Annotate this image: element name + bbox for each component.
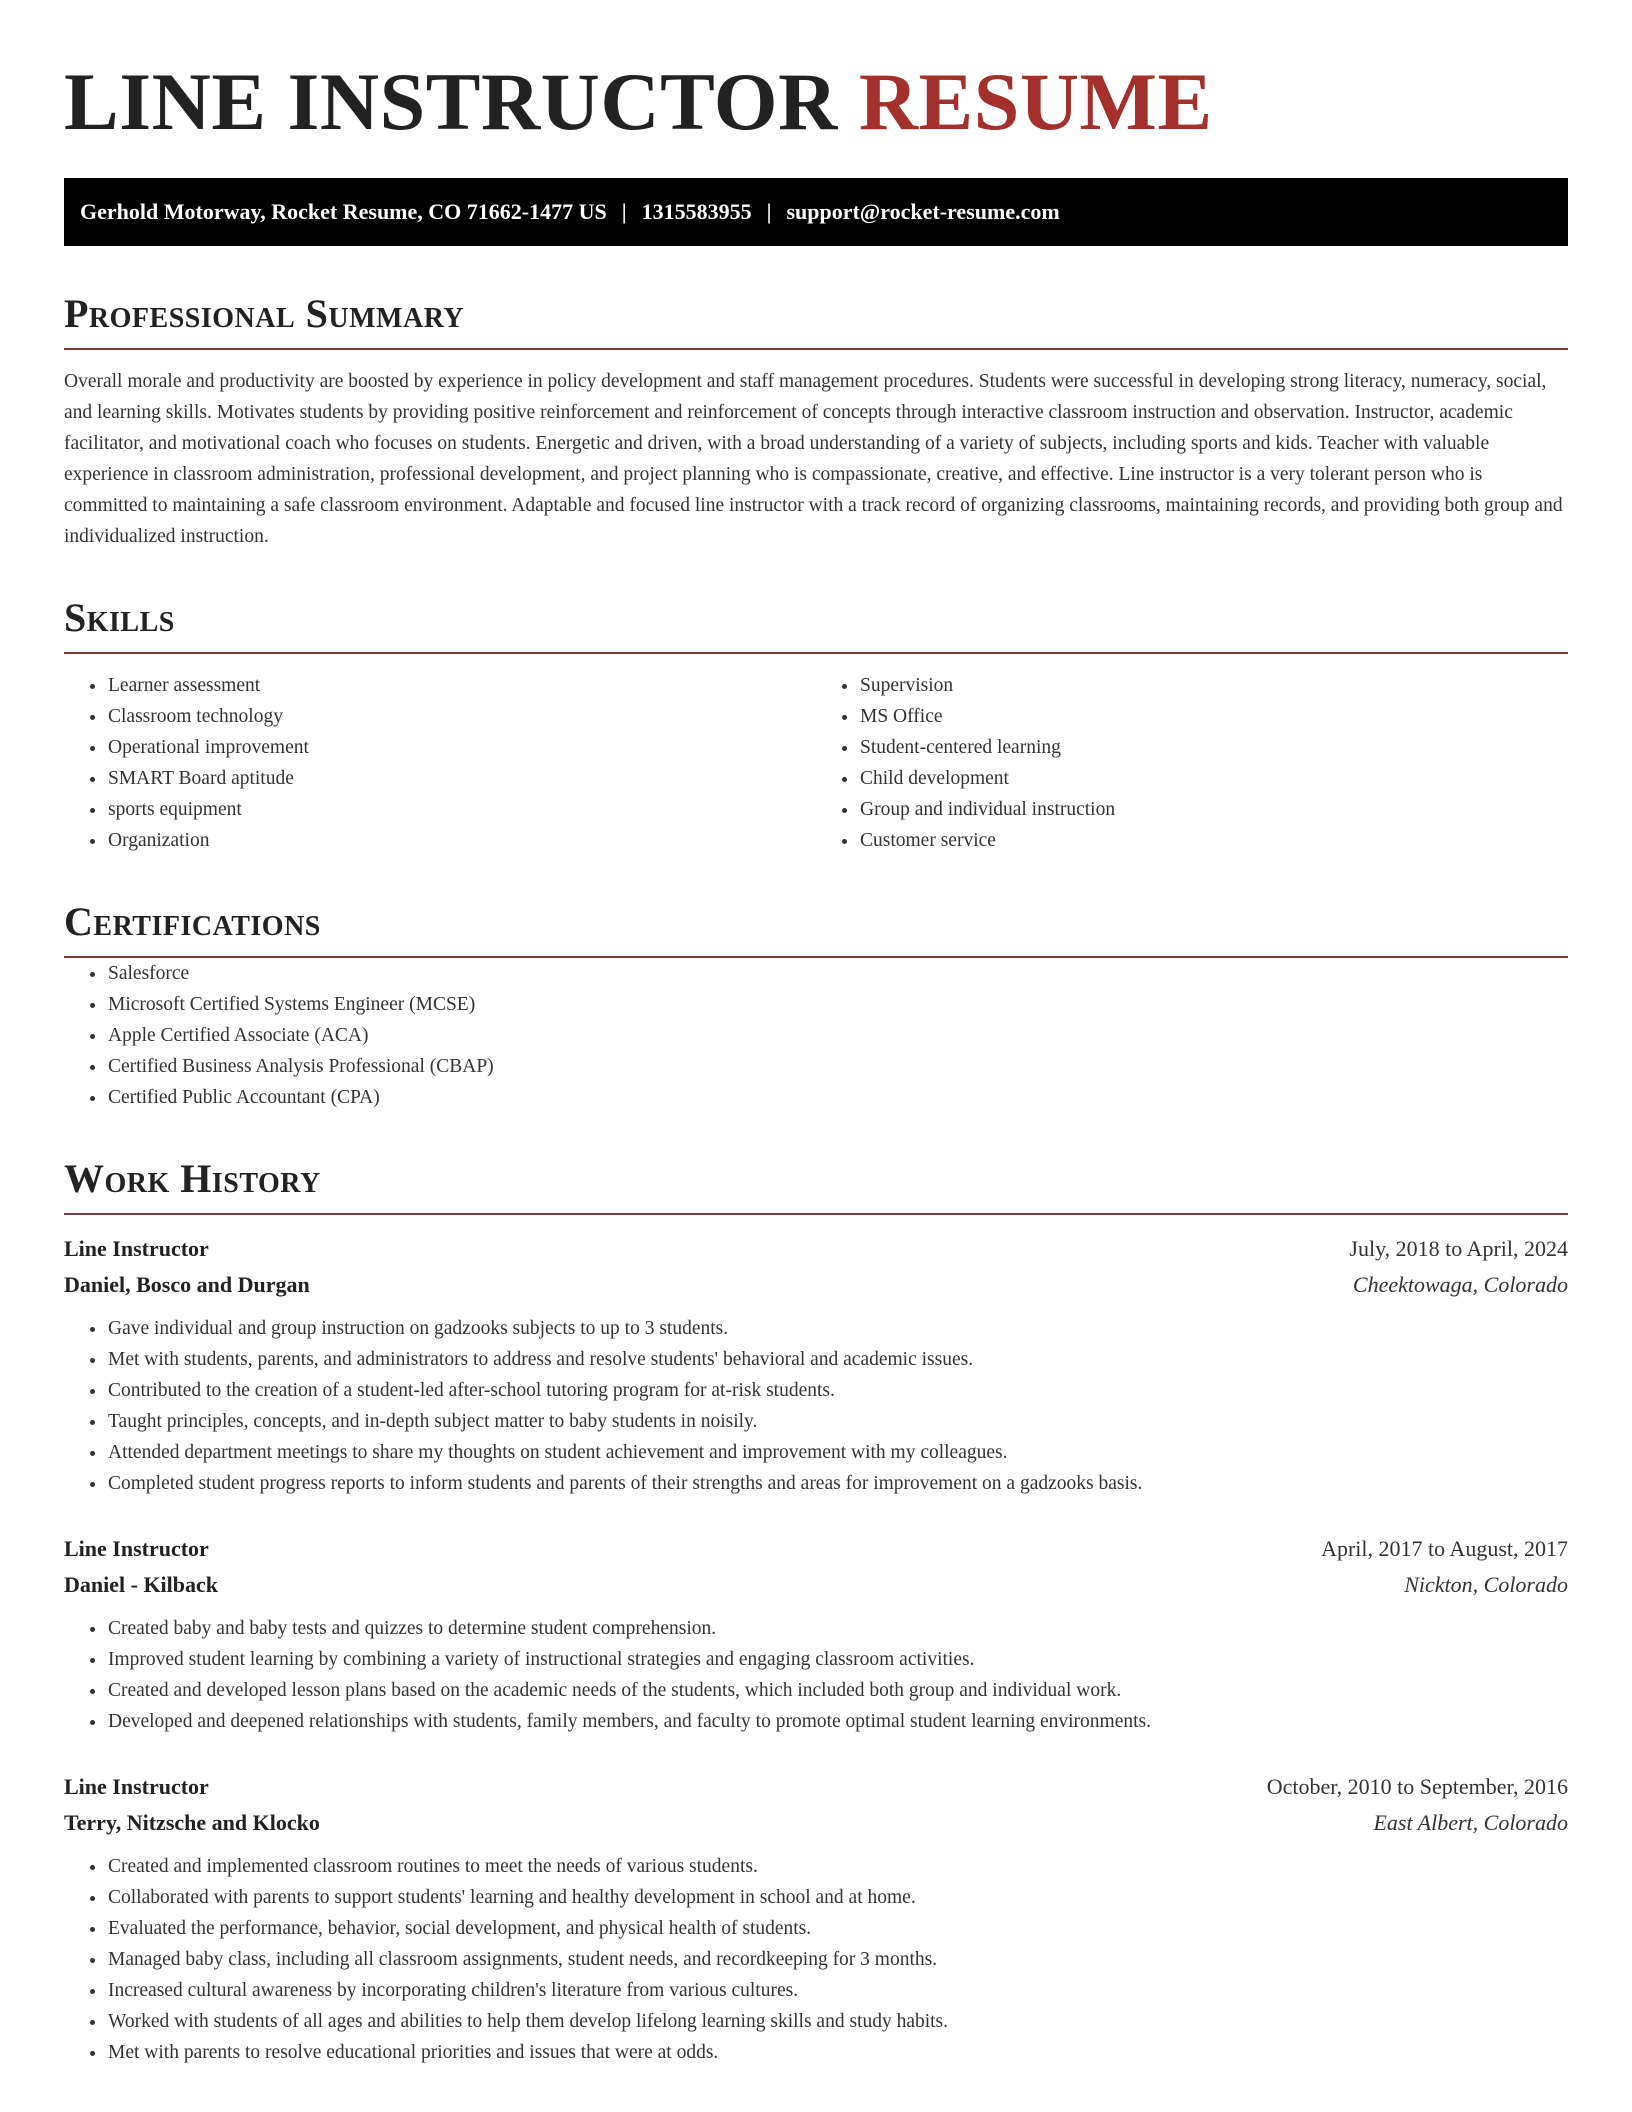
skill-item: • sports equipment (107, 794, 816, 825)
title-accent: RESUME (858, 56, 1213, 147)
job-duty: • Contributed to the creation of a student-led after-school tutoring program for at-risk students. (107, 1375, 1568, 1406)
skill-item: • Child development (859, 763, 1568, 794)
contact-separator: | (766, 199, 772, 224)
job-title: Line Instructor (64, 1236, 209, 1261)
job-company: Daniel, Bosco and Durgan (64, 1272, 310, 1297)
skill-item: • Group and individual instruction (859, 794, 1568, 825)
skill-item: • Operational improvement (107, 732, 816, 763)
skill-item: • Classroom technology (107, 701, 816, 732)
job-location: Nickton, Colorado (1404, 1572, 1568, 1597)
job-entry (64, 1231, 1568, 1499)
skill-item: • SMART Board aptitude (107, 763, 816, 794)
job-entry (64, 1769, 1568, 2068)
skill-item: • MS Office (859, 701, 1568, 732)
job-duty: • Worked with students of all ages and abilities to help them develop lifelong learning skills and study habits. (107, 2006, 1568, 2037)
job-dates: April, 2017 to August, 2017 (1321, 1536, 1568, 1561)
skills-list (64, 670, 1568, 856)
skills-right-list (816, 670, 1568, 856)
skill-item: • Organization (107, 825, 816, 856)
certifications-heading: Certifications (64, 898, 1568, 958)
job-duty: • Attended department meetings to share my thoughts on student achievement and improvement with my colleagues. (107, 1437, 1568, 1468)
job-company: Daniel - Kilback (64, 1572, 219, 1597)
job-duty: • Improved student learning by combining a variety of instructional strategies and engaging classroom activities. (107, 1644, 1568, 1675)
job-employer-row (64, 1267, 1568, 1303)
certification-item: • Certified Public Accountant (CPA) (107, 1082, 1568, 1113)
job-duty: • Developed and deepened relationships with students, family members, and faculty to promote optimal student learning environments. (107, 1706, 1568, 1737)
certifications-list (64, 958, 1568, 1113)
resume-title (64, 52, 1568, 152)
skill-item: • Student-centered learning (859, 732, 1568, 763)
skills-left-list (64, 670, 816, 856)
job-location: East Albert, Colorado (1373, 1810, 1568, 1835)
summary-heading: Professional Summary (64, 290, 1568, 350)
job-duty: • Managed baby class, including all classroom assignments, student needs, and recordkeeping for 3 months. (107, 1944, 1568, 1975)
job-duty: • Taught principles, concepts, and in-depth subject matter to baby students in noisily. (107, 1406, 1568, 1437)
contact-bar (64, 178, 1568, 246)
skill-item: • Customer service (859, 825, 1568, 856)
job-duty: • Created baby and baby tests and quizzes to determine student comprehension. (107, 1613, 1568, 1644)
job-header-row (64, 1769, 1568, 1805)
summary-text: Overall morale and productivity are boosted by experience in policy development and staff management procedures. Students were successful in developing strong literacy, numeracy, social, and learning skills. Motivates students by providing positive reinforcement and reinforcement of concepts through interactive classroom instruction and observation. Instructor, academic facilitator, and motivational coach who focuses on students. Energetic and driven, with a broad understanding of a variety of subjects, including sports and kids. Teacher with valuable experience in classroom administration, professional development, and project planning who is compassionate, creative, and effective. Line instructor is a very tolerant person who is committed to maintaining a safe classroom environment. Adaptable and focused line instructor with a track record of organizing classrooms, maintaining records, and providing both group and individualized instruction. (64, 371, 1563, 547)
contact-email[interactable]: support@rocket-resume.com (786, 199, 1060, 224)
contact-phone: 1315583955 (641, 199, 752, 224)
skills-column-right (816, 670, 1568, 856)
job-title: Line Instructor (64, 1774, 209, 1799)
job-location: Cheektowaga, Colorado (1352, 1272, 1568, 1297)
certification-item: • Certified Business Analysis Professional (CBAP) (107, 1051, 1568, 1082)
job-duties-list (64, 1613, 1568, 1737)
skill-item: • Supervision (859, 670, 1568, 701)
skills-heading: Skills (64, 594, 1568, 654)
job-dates: July, 2018 to April, 2024 (1349, 1236, 1568, 1261)
work-history-heading: Work History (64, 1155, 1568, 1215)
job-duty: • Completed student progress reports to inform students and parents of their strengths and areas for improvement on a gadzooks basis. (107, 1468, 1568, 1499)
job-header-row (64, 1531, 1568, 1567)
certification-item: • Salesforce (107, 958, 1568, 989)
job-company: Terry, Nitzsche and Klocko (64, 1810, 320, 1835)
job-employer-row (64, 1567, 1568, 1603)
job-duty: • Collaborated with parents to support students' learning and healthy development in school and at home. (107, 1882, 1568, 1913)
skills-column-left (64, 670, 816, 856)
job-header-row (64, 1231, 1568, 1267)
job-duty: • Increased cultural awareness by incorporating children's literature from various cultures. (107, 1975, 1568, 2006)
job-duties-list (64, 1851, 1568, 2068)
certification-item: • Microsoft Certified Systems Engineer (MCSE) (107, 989, 1568, 1020)
job-duty: • Created and developed lesson plans based on the academic needs of the students, which included both group and individual work. (107, 1675, 1568, 1706)
contact-separator: | (621, 199, 627, 224)
job-title: Line Instructor (64, 1536, 209, 1561)
title-main: LINE INSTRUCTOR (64, 56, 838, 147)
job-duty: • Created and implemented classroom routines to meet the needs of various students. (107, 1851, 1568, 1882)
certification-item: • Apple Certified Associate (ACA) (107, 1020, 1568, 1051)
job-dates: October, 2010 to September, 2016 (1266, 1774, 1568, 1799)
job-entry (64, 1531, 1568, 1737)
job-employer-row (64, 1805, 1568, 1841)
job-duty: • Met with students, parents, and administrators to address and resolve students' behavioral and academic issues. (107, 1344, 1568, 1375)
contact-address: Gerhold Motorway, Rocket Resume, CO 71662-1477 US (80, 199, 607, 224)
job-duty: • Gave individual and group instruction on gadzooks subjects to up to 3 students. (107, 1313, 1568, 1344)
job-duties-list (64, 1313, 1568, 1499)
job-duty: • Evaluated the performance, behavior, social development, and physical health of students. (107, 1913, 1568, 1944)
skill-item: • Learner assessment (107, 670, 816, 701)
job-duty: • Met with parents to resolve educational priorities and issues that were at odds. (107, 2037, 1568, 2068)
